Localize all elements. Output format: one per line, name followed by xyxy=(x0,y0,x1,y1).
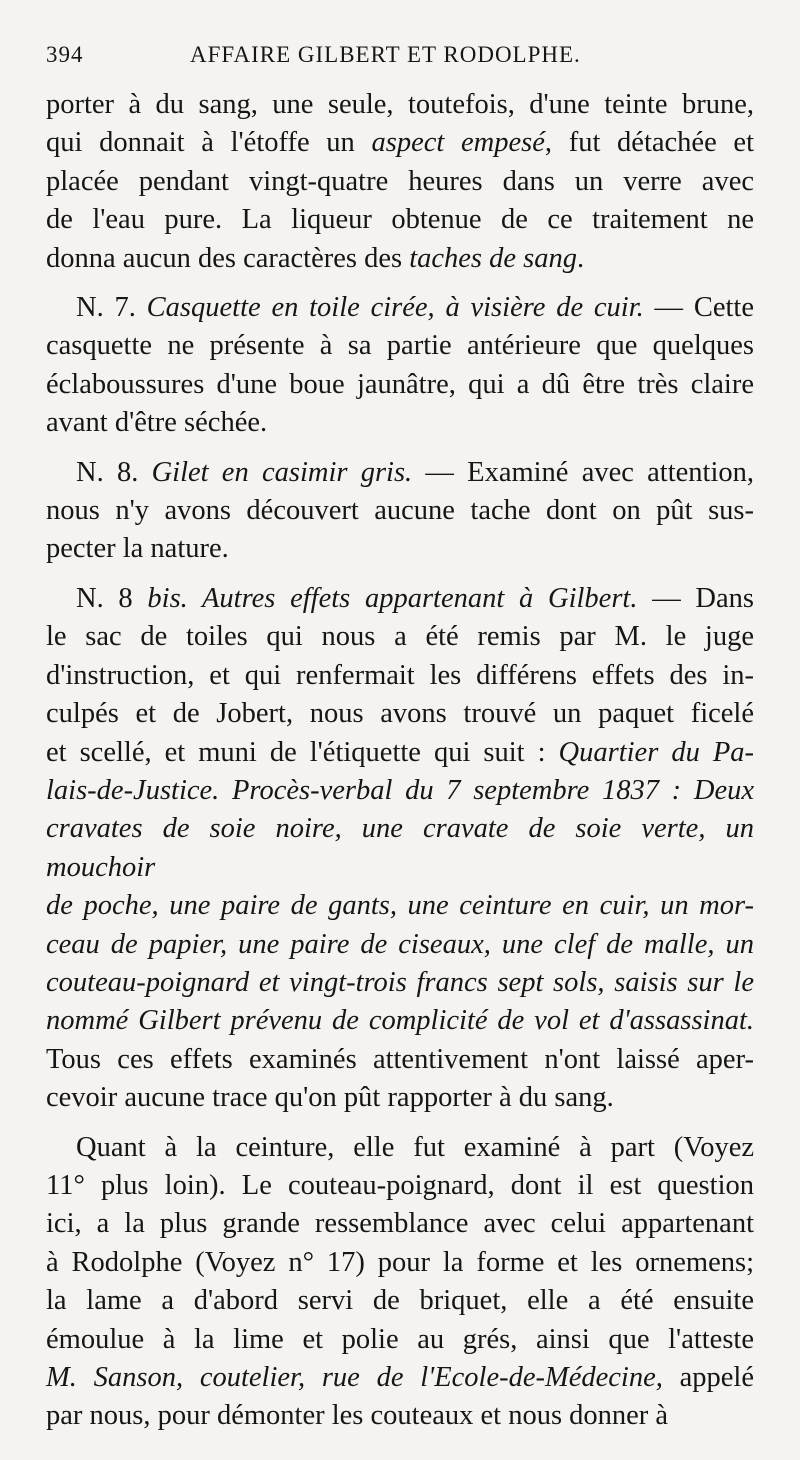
italic-text: de poche, une paire de gants, une ceinture en cuir, un mor- xyxy=(46,890,754,922)
text-line xyxy=(46,810,754,887)
italic-text: ceau de papier, une paire de ciseaux, une clef de malle, un xyxy=(46,928,754,960)
text-run: le sac de toiles qui nous a été remis par M. le juge xyxy=(46,621,754,653)
paragraph xyxy=(46,454,754,569)
text-run: qui donnait à l'étoffe un xyxy=(46,127,372,159)
text-run: Tous ces effets examinés attentivement n'ont laissé aper- xyxy=(46,1043,754,1075)
text-line xyxy=(46,1129,754,1167)
text-line xyxy=(46,454,754,492)
text-line xyxy=(46,201,754,239)
italic-text: cravates de soie noire, une cravate de soie verte, un mouchoir xyxy=(46,813,754,883)
text-run: porter à du sang, une seule, toutefois, d'une teinte brune, xyxy=(46,89,754,120)
text-run: éclaboussures d'une boue jaunâtre, qui a dû être très claire xyxy=(46,368,754,400)
text-line xyxy=(46,1079,754,1117)
text-run: par nous, pour démonter les couteaux et nous donner à xyxy=(46,1400,669,1432)
text-run: N. 8. xyxy=(76,456,152,488)
text-line xyxy=(46,734,754,772)
italic-text: Quartier du Pa- xyxy=(558,736,754,768)
text-line xyxy=(46,492,754,530)
text-line xyxy=(46,404,754,442)
text-line xyxy=(46,1359,754,1397)
text-run: . xyxy=(577,242,585,274)
text-run: — Cette xyxy=(643,292,754,324)
text-line xyxy=(46,964,754,1002)
text-line xyxy=(46,1205,754,1243)
text-line xyxy=(46,657,754,695)
text-line xyxy=(46,618,754,656)
italic-text: couteau-poignard et vingt-trois francs sept sols, saisis sur le xyxy=(46,966,754,998)
text-run: la lame a d'abord servi de briquet, elle a été ensuite xyxy=(46,1285,754,1317)
text-run: placée pendant vingt-quatre heures dans un verre avec xyxy=(46,165,754,197)
text-line xyxy=(46,1167,754,1205)
italic-text: lais-de-Justice. Procès-verbal du 7 septembre 1837 : Deux xyxy=(46,774,754,806)
text-line xyxy=(46,366,754,404)
text-run: — Dans xyxy=(637,582,754,614)
italic-text: M. Sanson, coutelier, rue de l'Ecole-de-Médecine, xyxy=(46,1362,663,1393)
text-line xyxy=(46,86,754,124)
text-run: appelé xyxy=(662,1362,754,1393)
body-text xyxy=(46,86,754,1436)
text-run: Quant à la ceinture, elle fut examiné à part (Voyez xyxy=(76,1131,754,1163)
text-run: cevoir aucune trace qu'on pût rapporter à du sang. xyxy=(46,1082,614,1114)
text-line xyxy=(46,240,754,278)
text-run: , fut détachée et xyxy=(544,127,754,159)
italic-text: nommé Gilbert prévenu de complicité de vol et d'assassinat. xyxy=(46,1005,754,1037)
page-number: 394 xyxy=(46,42,84,67)
text-run: donna aucun des caractères des xyxy=(46,242,410,274)
italic-text: Casquette en toile cirée, à visière de cuir. xyxy=(146,292,644,324)
text-run: à Rodolphe (Voyez n° 17) pour la forme et les ornemens; xyxy=(46,1246,754,1278)
italic-text: taches de sang xyxy=(409,242,578,274)
paragraph xyxy=(46,289,754,443)
text-run: N. 8 xyxy=(76,582,148,614)
text-run: émoulue à la lime et polie au grés, ainsi que l'atteste xyxy=(46,1323,754,1355)
text-line xyxy=(46,926,754,964)
text-line xyxy=(46,163,754,201)
text-run: 11° plus loin). Le couteau-poignard, dont il est question xyxy=(46,1169,754,1201)
text-line xyxy=(46,124,754,162)
page-header xyxy=(46,42,754,78)
text-line xyxy=(46,1041,754,1079)
text-run: pecter la nature. xyxy=(46,533,229,565)
text-line xyxy=(46,530,754,568)
text-run: N. 7. xyxy=(76,292,147,324)
text-line xyxy=(46,1282,754,1320)
text-run: avant d'être séchée. xyxy=(46,407,268,439)
text-line xyxy=(46,887,754,925)
text-line xyxy=(46,1002,754,1040)
text-run: ici, a la plus grande ressemblance avec celui appartenant xyxy=(46,1208,754,1240)
italic-text: aspect empesé xyxy=(371,127,545,159)
text-line xyxy=(46,327,754,365)
text-line xyxy=(46,1244,754,1282)
text-run: nous n'y avons découvert aucune tache dont on pût sus- xyxy=(46,495,754,527)
running-title: AFFAIRE GILBERT ET RODOLPHE. xyxy=(190,42,581,67)
text-line xyxy=(46,695,754,733)
text-run: casquette ne présente à sa partie antérieure que quelques xyxy=(46,330,754,362)
paragraph xyxy=(46,86,754,278)
paragraph xyxy=(46,1129,754,1436)
text-line xyxy=(46,1321,754,1359)
text-line xyxy=(46,1397,754,1435)
text-line xyxy=(46,580,754,618)
italic-text: bis. Autres effets appartenant à Gilbert. xyxy=(147,582,638,614)
text-run: — Examiné avec attention, xyxy=(412,456,754,488)
text-line xyxy=(46,772,754,810)
italic-text: Gilet en casimir gris. xyxy=(151,456,413,488)
text-run: de l'eau pure. La liqueur obtenue de ce traitement ne xyxy=(46,204,754,236)
text-run: d'instruction, et qui renfermait les différens effets des in- xyxy=(46,659,754,691)
text-run: et scellé, et muni de l'étiquette qui suit : xyxy=(46,736,559,768)
text-line xyxy=(46,289,754,327)
text-run: culpés et de Jobert, nous avons trouvé un paquet ficelé xyxy=(46,698,754,730)
paragraph xyxy=(46,580,754,1118)
